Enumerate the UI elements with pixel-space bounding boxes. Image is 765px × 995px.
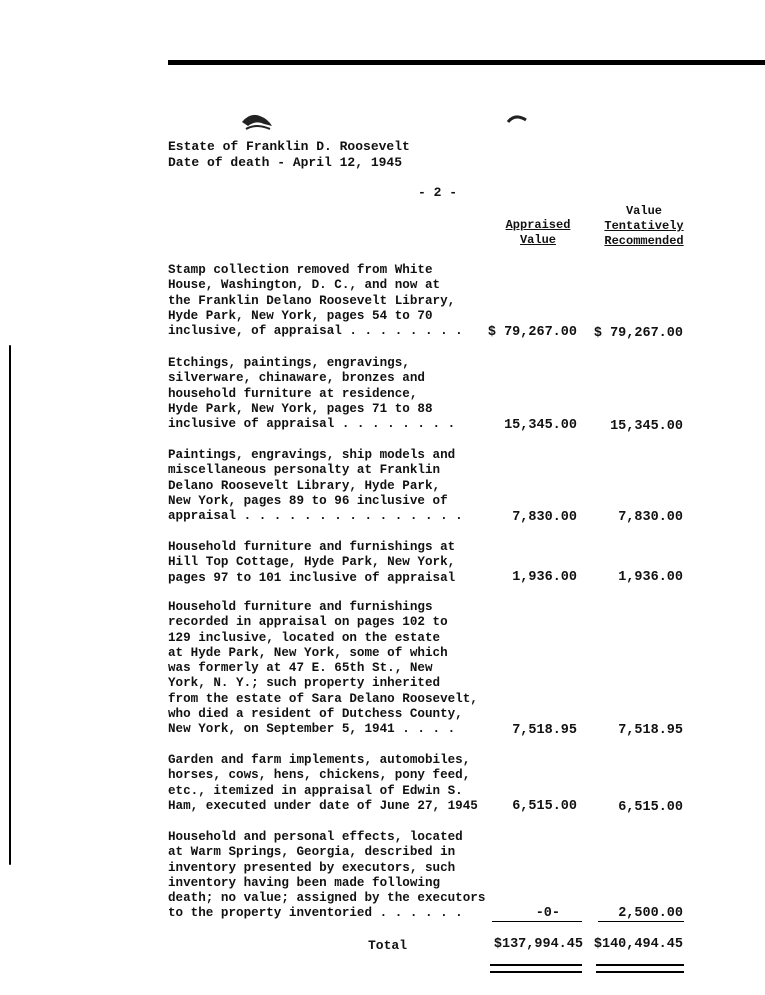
item-line: horses, cows, hens, chickens, pony feed,	[168, 768, 471, 783]
schedule-item	[168, 753, 498, 814]
subtotal-rule	[598, 921, 684, 922]
item-line: inventory having been made following	[168, 875, 441, 890]
subtotal-rule	[492, 921, 582, 922]
appraised-value: 7,830.00	[512, 510, 577, 525]
item-line: Household and personal effects, located	[168, 830, 463, 844]
item-line: death; no value; assigned by the executors	[168, 891, 486, 906]
date-of-death: Date of death - April 12, 1945	[168, 155, 403, 170]
item-line: 129 inclusive, located on the estate	[168, 630, 441, 645]
total-double-rule	[596, 964, 684, 973]
item-line: at Warm Springs, Georgia, described in	[168, 845, 456, 860]
page-number: - 2 -	[418, 185, 458, 200]
estate-title: Estate of Franklin D. Roosevelt	[168, 139, 410, 154]
recommended-value: 6,515.00	[618, 800, 683, 815]
item-line: inclusive of appraisal . . . . . . . .	[168, 417, 456, 432]
column-header-appraised	[496, 218, 580, 248]
item-line: Stamp collection removed from White	[168, 263, 433, 277]
item-line: Hyde Park, New York, pages 54 to 70	[168, 308, 433, 323]
item-line: Household furniture and furnishings at	[168, 540, 456, 554]
item-line: etc., itemized in appraisal of Edwin S.	[168, 783, 463, 798]
schedule-item	[168, 356, 498, 432]
top-rule	[168, 60, 765, 65]
column-header-line: Value	[519, 233, 556, 247]
column-header-recommended	[596, 204, 692, 249]
item-line: Garden and farm implements, automobiles,	[168, 753, 471, 767]
total-label: Total	[368, 938, 408, 953]
item-line: silverware, chinaware, bronzes and	[168, 371, 425, 386]
item-line: York, N. Y.; such property inherited	[168, 676, 441, 691]
recommended-value: 7,518.95	[618, 723, 683, 738]
item-line: miscellaneous personalty at Franklin	[168, 463, 441, 478]
schedule-item	[168, 830, 498, 922]
total-double-rule	[490, 964, 582, 973]
item-line: household furniture at residence,	[168, 386, 418, 401]
appraised-value: 1,936.00	[512, 570, 577, 585]
recommended-value: $ 79,267.00	[593, 326, 683, 341]
item-line: was formerly at 47 E. 65th St., New	[168, 661, 433, 676]
appraised-value: -0-	[535, 906, 560, 921]
item-line: Hill Top Cottage, Hyde Park, New York,	[168, 555, 456, 570]
item-line: recorded in appraisal on pages 102 to	[168, 615, 448, 630]
recommended-value: 15,345.00	[610, 419, 683, 434]
appraised-value: 7,518.95	[512, 723, 577, 738]
recommended-value: 1,936.00	[618, 570, 683, 585]
item-line: Paintings, engravings, ship models and	[168, 448, 456, 462]
column-header-line: Appraised	[505, 218, 571, 232]
item-line: Hyde Park, New York, pages 71 to 88	[168, 401, 433, 416]
appraised-value: 15,345.00	[504, 418, 577, 433]
item-line: who died a resident of Dutchess County,	[168, 707, 463, 722]
item-line: at Hyde Park, New York, some of which	[168, 645, 448, 660]
item-line: from the estate of Sara Delano Roosevelt,	[168, 691, 478, 706]
schedule-item	[168, 600, 498, 738]
estate-header	[168, 139, 410, 171]
total-appraised: $137,994.45	[493, 937, 583, 952]
schedule-item	[168, 263, 498, 339]
item-line: inventory presented by executors, such	[168, 860, 456, 875]
ink-mark	[240, 110, 274, 132]
column-header-line: Value	[625, 204, 662, 218]
item-line: appraisal . . . . . . . . . . . . . . .	[168, 509, 463, 524]
recommended-value: 2,500.00	[618, 906, 683, 921]
item-line: House, Washington, D. C., and now at	[168, 278, 441, 293]
item-line: inclusive, of appraisal . . . . . . . .	[168, 324, 463, 339]
column-header-line: Recommended	[604, 234, 684, 248]
column-header-line: Tentatively	[604, 219, 684, 233]
margin-line	[9, 345, 11, 865]
item-line: the Franklin Delano Roosevelt Library,	[168, 293, 456, 308]
item-line: pages 97 to 101 inclusive of appraisal	[168, 570, 456, 585]
item-line: Household furniture and furnishings	[168, 600, 433, 614]
schedule-item	[168, 540, 498, 586]
recommended-value: 7,830.00	[618, 510, 683, 525]
item-line: to the property inventoried . . . . . .	[168, 906, 463, 921]
item-line: Ham, executed under date of June 27, 1945	[168, 798, 478, 813]
schedule-item	[168, 448, 498, 524]
item-line: New York, on September 5, 1941 . . . .	[168, 722, 456, 737]
item-line: New York, pages 89 to 96 inclusive of	[168, 493, 448, 508]
appraised-value: 6,515.00	[512, 799, 577, 814]
total-recommended: $140,494.45	[593, 937, 683, 952]
appraised-value: $ 79,267.00	[487, 325, 577, 340]
item-line: Etchings, paintings, engravings,	[168, 356, 410, 370]
ink-mark	[506, 112, 528, 124]
item-line: Delano Roosevelt Library, Hyde Park,	[168, 478, 441, 493]
